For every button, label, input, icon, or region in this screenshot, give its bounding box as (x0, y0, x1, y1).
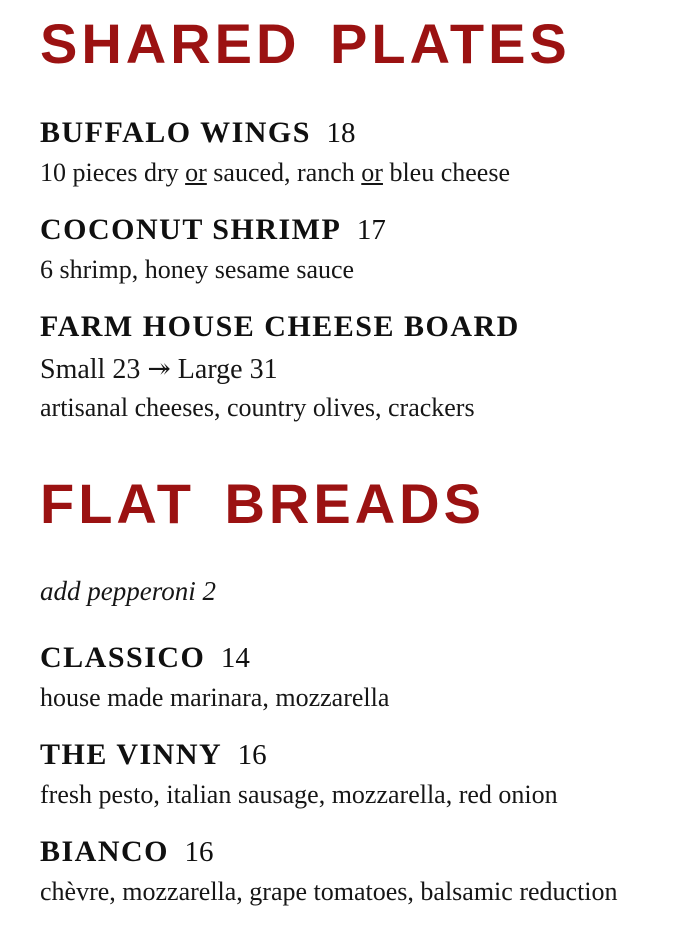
desc-segment: fresh pesto, italian sausage, mozzarella, red onion (40, 779, 558, 809)
item-description (40, 682, 690, 715)
item-name-row (40, 116, 690, 151)
desc-segment: artisanal cheeses, country olives, crackers (40, 392, 475, 422)
item-name: CLASSICO (40, 641, 206, 675)
section-note: add pepperoni 2 (40, 576, 216, 607)
desc-segment: 10 pieces dry (40, 157, 186, 187)
item-description (40, 876, 690, 909)
item-description (40, 157, 690, 190)
item-name-row (40, 641, 690, 676)
desc-segment: bleu cheese (382, 157, 510, 187)
item-name-row (40, 738, 690, 773)
item-name: COCONUT SHRIMP (40, 213, 342, 246)
item-size-options: Small 23 ↠ Large 31 (40, 353, 278, 385)
item-price: 16 (184, 836, 214, 869)
item-description (40, 392, 690, 425)
item-name: FARM HOUSE CHEESE BOARD (40, 310, 520, 343)
item-description (40, 254, 690, 287)
section-shared-plates (40, 12, 690, 424)
item-name-row (40, 835, 690, 870)
menu-item-coconut-shrimp (40, 213, 690, 286)
desc-segment: sauced, ranch (206, 157, 362, 187)
item-name-row (40, 213, 690, 248)
section-flat-breads (40, 472, 690, 908)
item-price: 17 (356, 214, 386, 246)
item-name: BUFFALO WINGS (40, 116, 311, 149)
item-price: 14 (220, 642, 250, 675)
item-price: 18 (326, 117, 356, 149)
desc-segment: chèvre, mozzarella, grape tomatoes, balsamic reduction (40, 876, 618, 906)
menu-item-classico (40, 641, 690, 714)
item-description (40, 779, 690, 812)
section-title: FLAT BREADS (40, 472, 485, 536)
item-name: BIANCO (40, 835, 170, 869)
item-name-row (40, 310, 690, 345)
desc-segment: or (185, 157, 207, 187)
section-title: SHARED PLATES (40, 12, 571, 75)
menu-item-cheese-board (40, 310, 690, 424)
desc-segment: 6 shrimp, honey sesame sauce (40, 254, 355, 284)
desc-segment: house made marinara, mozzarella (40, 682, 390, 712)
desc-segment: or (361, 157, 383, 187)
menu-item-bianco (40, 835, 690, 908)
menu-item-the-vinny (40, 738, 690, 811)
menu-item-buffalo-wings (40, 116, 690, 189)
item-name: THE VINNY (40, 738, 223, 772)
item-price: 16 (237, 739, 267, 772)
